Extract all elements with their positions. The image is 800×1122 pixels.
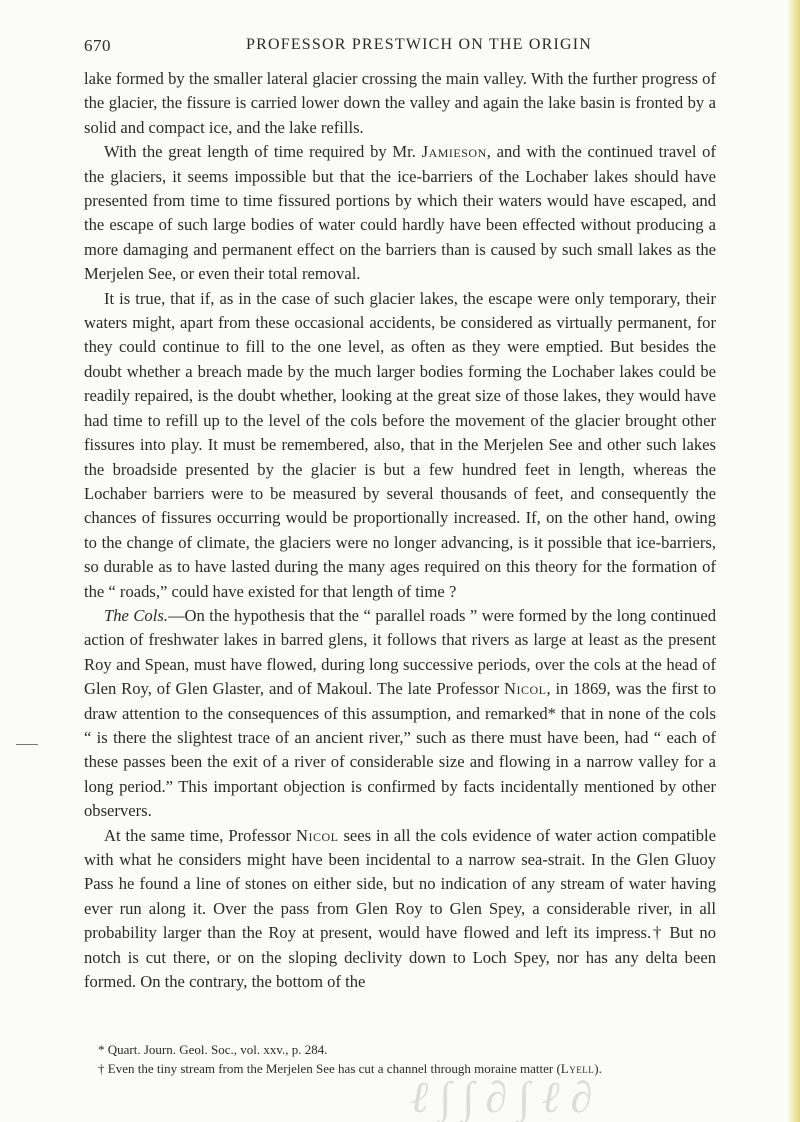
paragraph-2-text-a: With the great length of time required by Mr.	[104, 142, 422, 162]
paragraph-5-text-a: At the same time, Professor	[104, 825, 297, 845]
margin-mark	[16, 744, 38, 745]
footnote-1: * Quart. Journ. Geol. Soc., vol. xxv., p. 284.	[98, 1042, 328, 1057]
paragraph-5	[84, 824, 716, 995]
bleed-through-handwriting: ℓ ∫ ∫ ∂ ∫ ℓ ∂	[410, 1073, 593, 1122]
running-head: PROFESSOR PRESTWICH ON THE ORIGIN	[246, 36, 593, 53]
paragraph-3: It is true, that if, as in the case of such glacier lakes, the escape were only temporary, their waters might, apart from these occasional accidents, be considered as virtually permanent, for they could continue to fill to the one level, as often as they were emptied. But besides the doubt whether a breach made by the much larger bodies forming the Lochaber lakes could be readily repaired, is the doubt whether, looking at the great size of those lakes, they would have had time to refill up to the level of the cols before the movement of the glacier brought other fissures into play. It must be remembered, also, that in the Merjelen See and other such lakes the broadside presented by the glacier is but a few hundred feet in length, whereas the Lochaber barriers were to be measured by several thousands of feet, and consequently the chances of fissures occurring would be proportionally increased. If, on the other hand, owing to the change of climate, the glaciers were no longer advancing, is it possible that ice-barriers, so durable as to have lasted during the many ages required on this theory for the formation of the “ roads,” could have existed for that length of time ?	[84, 288, 716, 601]
page-number: 670	[84, 36, 111, 55]
author-name-nicol: Nicol	[504, 679, 547, 699]
footnote-2-text-b: ).	[594, 1061, 602, 1076]
paragraph-1: lake formed by the smaller lateral glacier crossing the main valley. With the further progress of the glacier, the fissure is carried lower down the valley and again the lake basin is fronted by a solid and compact ice, and the lake refills.	[84, 69, 716, 137]
paragraph-5-text-b: sees in all the cols evidence of water action compatible with what he considers might have been incidental to a narrow sea-strait. In the Glen Gluoy Pass he found a line of stones on either side, but no indication of any stream of water having ever run along it. Over the pass from Glen Roy to Glen Spey, a considerable river, in all probability larger than the Roy at present, would have flowed and left its impress.† But no notch is cut there, or on the sloping declivity down to Loch Spey, nor has any delta been formed. On the contrary, the bottom of the	[84, 825, 716, 992]
author-name-nicol-2: Nicol	[296, 825, 339, 845]
paragraph-2	[84, 140, 716, 286]
author-name-jamieson: Jamieson	[421, 142, 487, 162]
page-edge-discoloration	[786, 0, 800, 1122]
paragraph-4-text-b: , in 1869, was the first to draw attention to the consequences of this assumption, and remarked* that in none of the cols “ is there the slightest trace of an ancient river,” such as there must have been, had “ each of these passes been the exit of a river of considerable size and flowing in a narrow valley for a long period.” This important objection is confirmed by facts incidentally mentioned by other observers.	[84, 679, 717, 821]
paragraph-2-text-b: , and with the continued travel of the glaciers, it seems impossible but that the ice-barriers of the Lochaber lakes should have presented from time to time fissured portions by which their waters would have escaped, and the escape of such large bodies of water could hardly have been effected without producing a more damaging and permanent effect on the barriers than is caused by such small lakes as the Merjelen See, or even their total removal.	[84, 142, 716, 284]
page-header	[84, 36, 716, 60]
footnote-2-text-a: † Even the tiny stream from the Merjelen See has cut a channel through moraine matter (	[98, 1061, 561, 1076]
paragraph-4-text-a: —On the hypothesis that the “ parallel roads ” were formed by the long continued action of freshwater lakes in barred glens, it follows that rivers as large at least as the present Roy and Spean, must have flowed, during long successive periods, over the cols at the head of Glen Roy, of Glen Glaster, and of Makoul. The late Professor	[84, 605, 716, 699]
section-title-cols: The Cols.	[104, 605, 168, 625]
body-text	[84, 67, 716, 994]
paragraph-4	[84, 604, 716, 824]
author-name-lyell: Lyell	[560, 1061, 595, 1076]
